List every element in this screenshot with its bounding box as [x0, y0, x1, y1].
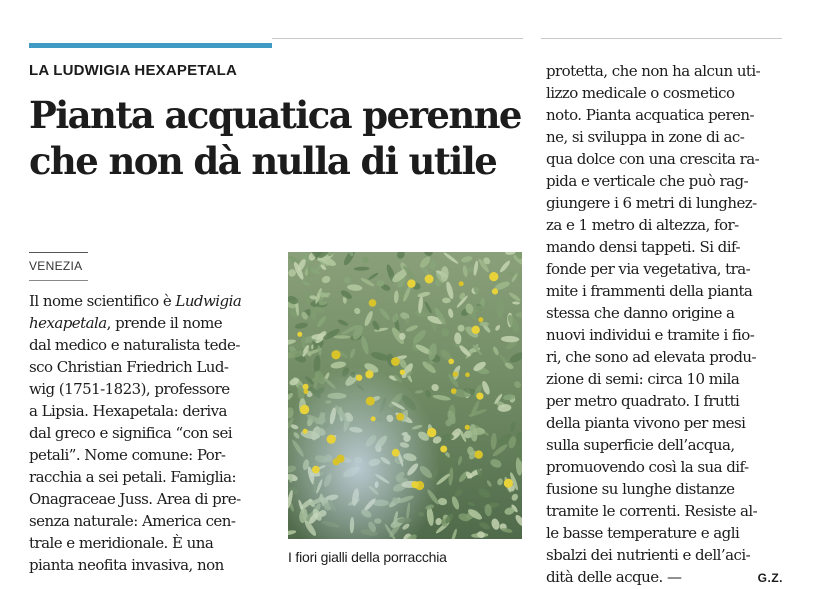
dateline-rule-top	[29, 252, 88, 253]
body-line: per metro quadrato. I frutti	[546, 392, 740, 410]
body-line	[29, 400, 265, 422]
flower-shape	[448, 359, 454, 365]
flower-shape	[465, 425, 470, 430]
flower-shape	[412, 481, 419, 488]
flower-shape	[407, 279, 415, 287]
body-line: za e 1 metro di altezza, for-	[546, 216, 739, 234]
body-text: racchia a sei petali. Famiglia:	[29, 468, 237, 486]
photo-caption: I fiori gialli della porracchia	[288, 549, 447, 565]
body-line: protetta, che non ha alcun uti-	[546, 62, 761, 80]
body-line: mite i frammenti della pianta	[546, 282, 753, 300]
flower-shape	[476, 393, 483, 400]
section-divider-rule	[272, 38, 523, 39]
body-line: qua dolce con una crescita ra-	[546, 150, 760, 168]
flower-shape	[475, 450, 483, 458]
dateline: VENEZIA	[29, 259, 83, 273]
flower-shape	[356, 375, 362, 381]
body-italic-text: Ludwigia	[175, 292, 242, 310]
body-text: dal greco e significa “con sei	[29, 424, 233, 442]
flower-shape	[489, 272, 498, 281]
body-line: della pianta vivono per mesi	[546, 414, 746, 432]
flower-shape	[391, 357, 400, 366]
article-body-right-column	[546, 60, 783, 589]
headline-line: Pianta acquatica perenne	[29, 93, 521, 137]
column-top-rule	[541, 38, 782, 39]
body-text: sco Christian Friedrich Lud-	[29, 358, 229, 376]
flower-shape	[327, 435, 336, 444]
flower-shape	[453, 372, 458, 377]
body-line: nuovi individui e tramite i fio-	[546, 326, 755, 344]
flower-shape	[472, 326, 480, 334]
body-line: giungere i 6 metri di lunghez-	[546, 194, 757, 212]
body-line: ri, che sono ad elevata produ-	[546, 348, 757, 366]
body-line: lizzo medicale o cosmetico	[546, 84, 735, 102]
flower-shape	[504, 479, 513, 488]
body-line: sulla superficie dell’acqua,	[546, 436, 735, 454]
body-text: petali”. Nome comune: Por-	[29, 446, 226, 464]
flower-shape	[371, 416, 376, 421]
flower-shape	[336, 455, 344, 463]
body-text: dal medico e naturalista tede-	[29, 336, 240, 354]
body-line: fonde per via vegetativa, tra-	[546, 260, 751, 278]
flower-shape	[427, 428, 436, 437]
body-line	[29, 510, 265, 532]
body-line: fusione su lunghe distanze	[546, 480, 735, 498]
body-line	[29, 554, 265, 576]
article-body-left-column	[29, 290, 265, 576]
flower-shape	[451, 388, 457, 394]
body-line: ne, si sviluppa in zone di ac-	[546, 128, 745, 146]
flower-shape	[312, 466, 320, 474]
flower-shape	[425, 275, 434, 284]
flower-shape	[331, 350, 340, 359]
article-photo	[288, 252, 522, 539]
section-accent-rule	[29, 43, 272, 48]
flower-shape	[478, 317, 483, 322]
body-line: le basse temperature e agli	[546, 524, 740, 542]
body-text: Il nome scientifico è	[29, 292, 176, 310]
body-text: trale e meridionale. È una	[29, 534, 214, 552]
body-line: promuovendo così la sua dif-	[546, 458, 749, 476]
headline-line: che non dà nulla di utile	[29, 139, 497, 183]
flower-shape	[297, 332, 302, 337]
body-text: senza naturale: America cen-	[29, 512, 236, 530]
body-text: pianta neofita invasiva, non	[29, 556, 224, 574]
body-italic-text: hexapetala	[29, 314, 107, 332]
flower-shape	[300, 405, 309, 414]
flower-shape	[303, 384, 309, 390]
flower-shape	[303, 429, 308, 434]
body-text: dità delle acque. —	[546, 568, 682, 586]
flower-shape	[400, 370, 405, 375]
body-line: stessa che danno origine a	[546, 304, 735, 322]
body-line: zione di semi: circa 10 mila	[546, 370, 740, 388]
flower-shape	[366, 397, 375, 406]
flower-shape	[465, 372, 470, 377]
body-line: tramite le correnti. Resiste al-	[546, 502, 758, 520]
body-line: sbalzi dei nutrienti e dell’aci-	[546, 546, 751, 564]
body-text: a Lipsia. Hexapetala: deriva	[29, 402, 227, 420]
flower-shape	[369, 299, 377, 307]
body-line	[29, 422, 265, 444]
flower-shape	[492, 288, 498, 294]
body-line	[29, 466, 265, 488]
flower-shape	[304, 389, 309, 394]
body-line: mando densi tappeti. Si dif-	[546, 238, 740, 256]
flower-shape	[440, 446, 447, 453]
body-line	[29, 488, 265, 510]
body-line	[29, 312, 265, 334]
body-text: Onagraceae Juss. Area di pre-	[29, 490, 241, 508]
body-text: , prende il nome	[106, 314, 223, 332]
body-line: noto. Pianta acquatica peren-	[546, 106, 755, 124]
body-line	[29, 378, 265, 400]
body-text: wig (1751-1823), professore	[29, 380, 230, 398]
body-line	[29, 444, 265, 466]
body-line	[29, 290, 265, 312]
article-headline	[29, 92, 529, 184]
body-line	[29, 356, 265, 378]
flower-shape	[396, 413, 404, 421]
flower-shape	[459, 281, 464, 286]
flower-shape	[365, 370, 373, 378]
body-line	[29, 334, 265, 356]
body-line: pida e verticale che può rag-	[546, 172, 749, 190]
article-kicker: LA LUDWIGIA HEXAPETALA	[29, 62, 237, 79]
author-signature: G.Z.	[757, 571, 783, 585]
dateline-rule-bottom	[29, 280, 88, 281]
body-last-line	[546, 566, 783, 589]
flower-shape	[392, 449, 400, 457]
body-line	[29, 532, 265, 554]
